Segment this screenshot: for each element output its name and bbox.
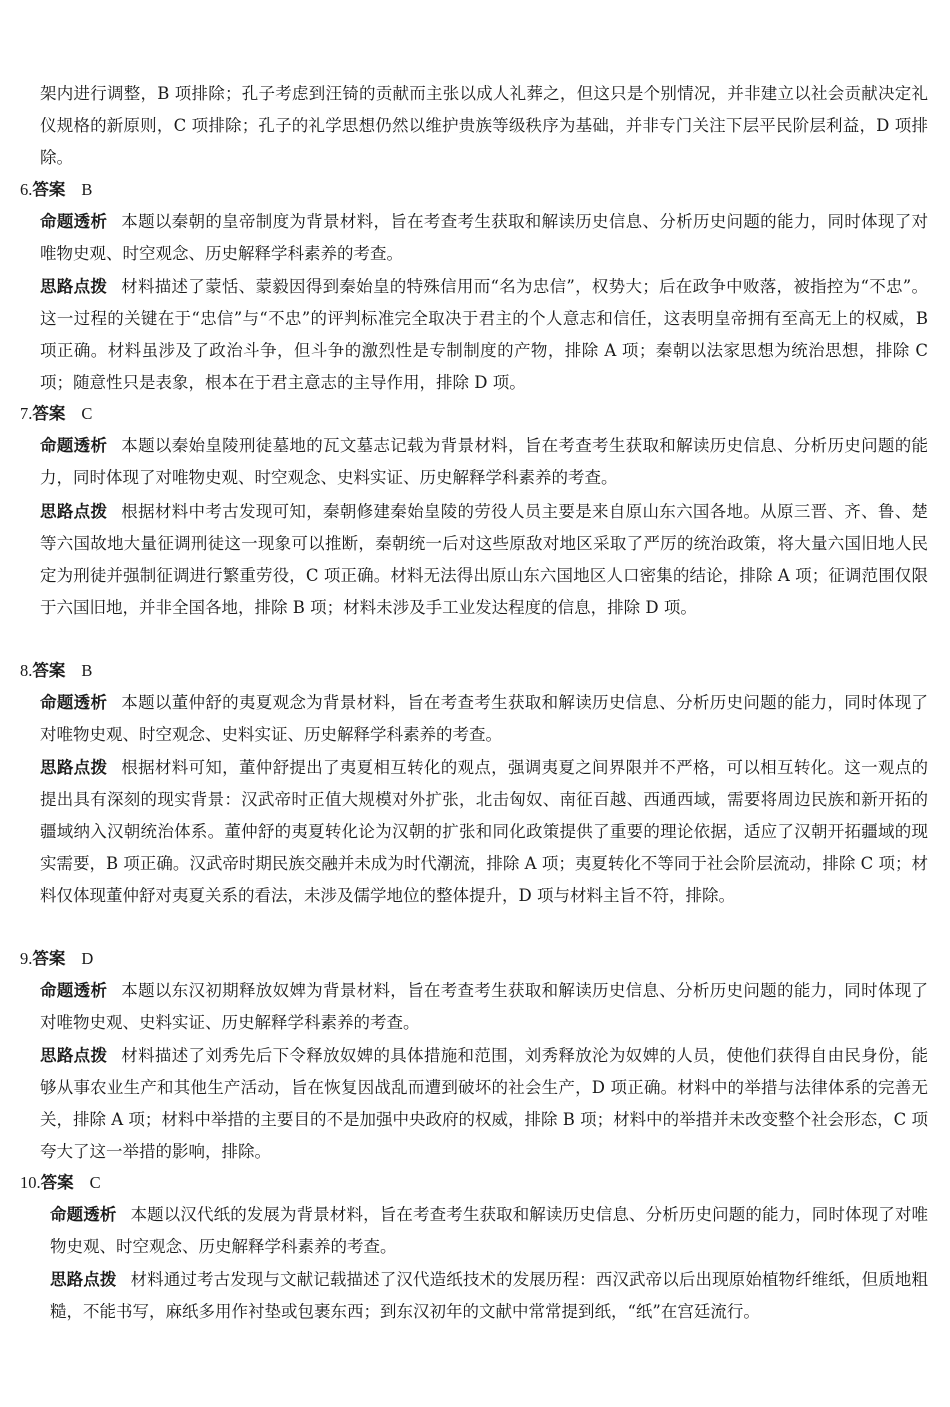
intent-text: 本题以秦朝的皇帝制度为背景材料，旨在考查考生获取和解读历史信息、分析历史问题的能力，同时体现了对唯物史观、时空观念、历史解释学科素养的考查。	[40, 212, 929, 263]
intent-text: 本题以东汉初期释放奴婢为背景材料，旨在考查考生获取和解读历史信息、分析历史问题的能力，同时体现了对唯物史观、史料实证、历史解释学科素养的考查。	[40, 981, 929, 1032]
answer-label: 答案	[32, 949, 66, 968]
hint-text: 材料描述了蒙恬、蒙毅因得到秦始皇的特殊信用而“名为忠信”，权势大；后在政争中败落，被指控为“不忠”。这一过程的关键在于“忠信”与“不忠”的评判标准完全取决于君主的个人意志和信任，这表明皇帝拥有至高无上的权威，B 项正确。材料虽涉及了政治斗争，但斗争的激烈性是专制制度的产物，排除 A 项；秦朝以法家思想为统治思想，排除 C 项；随意性只是表象，根本在于君主意志的主导作用，排除 D 项。	[40, 277, 928, 392]
answer-letter: B	[81, 180, 93, 199]
answer-label: 答案	[32, 404, 66, 423]
continued-paragraph: 架内进行调整，B 项排除；孔子考虑到汪锜的贡献而主张以成人礼葬之，但这只是个别情况，并非建立以社会贡献决定礼仪规格的新原则，C 项排除；孔子的礼学思想仍然以维护贵族等级秩序为基础，并非专门关注下层平民阶层利益，D 项排除。	[40, 84, 928, 167]
hint-text: 根据材料可知，董仲舒提出了夷夏相互转化的观点，强调夷夏之间界限并不严格，可以相互转化。这一观点的提出具有深刻的现实背景：汉武帝时正值大规模对外扩张，北击匈奴、南征百越、西通西域，需要将周边民族和新开拓的疆域纳入汉朝统治体系。董仲舒的夷夏转化论为汉朝的扩张和同化政策提供了重要的理论依据，适应了汉朝开拓疆域的现实需要，B 项正确。汉武帝时期民族交融并未成为时代潮流，排除 A 项；夷夏转化不等同于社会阶层流动，排除 C 项；材料仅体现董仲舒对夷夏关系的看法，未涉及儒学地位的整体提升，D 项与材料主旨不符，排除。	[40, 758, 929, 905]
hint-paragraph-q10	[50, 1264, 928, 1328]
question-number: 9.	[20, 949, 33, 968]
answer-line-q10	[20, 1167, 101, 1199]
answer-label: 答案	[32, 661, 66, 680]
question-number: 10.	[20, 1173, 41, 1192]
intent-label: 命题透析	[40, 981, 108, 1000]
answer-line-q7	[20, 398, 92, 430]
intent-text: 本题以秦始皇陵刑徒墓地的瓦文墓志记载为背景材料，旨在考查考生获取和解读历史信息、分析历史问题的能力，同时体现了对唯物史观、时空观念、史料实证、历史解释学科素养的考查。	[40, 436, 929, 487]
hint-paragraph-q9	[40, 1040, 928, 1168]
question-number: 8.	[20, 661, 33, 680]
hint-label: 思路点拨	[40, 502, 108, 521]
answer-line-q9	[20, 943, 93, 975]
hint-label: 思路点拨	[50, 1270, 117, 1289]
answer-letter: C	[81, 404, 93, 423]
question-number: 6.	[20, 180, 33, 199]
intent-label: 命题透析	[40, 212, 108, 231]
intent-paragraph-q8	[40, 687, 928, 751]
intent-label: 命题透析	[40, 693, 108, 712]
hint-paragraph-q7	[40, 496, 928, 624]
hint-paragraph-q6	[40, 271, 928, 399]
answer-label: 答案	[40, 1173, 74, 1192]
hint-text: 根据材料中考古发现可知，秦朝修建秦始皇陵的劳役人员主要是来自原山东六国各地。从原三晋、齐、鲁、楚等六国故地大量征调刑徒这一现象可以推断，秦朝统一后对这些原敌对地区采取了严厉的统治政策，将大量六国旧地人民定为刑徒并强制征调进行繁重劳役，C 项正确。材料无法得出原山东六国地区人口密集的结论，排除 A 项；征调范围仅限于六国旧地，并非全国各地，排除 B 项；材料未涉及手工业发达程度的信息，排除 D 项。	[40, 502, 929, 617]
hint-label: 思路点拨	[40, 1046, 108, 1065]
answer-label: 答案	[32, 180, 66, 199]
answer-line-q6	[20, 174, 92, 206]
hint-paragraph-q8	[40, 752, 928, 912]
hint-label: 思路点拨	[40, 277, 108, 296]
hint-text: 材料通过考古发现与文献记载描述了汉代造纸技术的发展历程：西汉武帝以后出现原始植物纤维纸，但质地粗糙，不能书写，麻纸多用作衬垫或包裹东西；到东汉初年的文献中常常提到纸，“纸”在宫廷流行。	[50, 1270, 929, 1321]
intent-text: 本题以董仲舒的夷夏观念为背景材料，旨在考查考生获取和解读历史信息、分析历史问题的能力，同时体现了对唯物史观、时空观念、史料实证、历史解释学科素养的考查。	[40, 693, 929, 744]
intent-paragraph-q10	[50, 1199, 928, 1263]
intent-label: 命题透析	[50, 1205, 117, 1224]
intent-paragraph-q7	[40, 430, 928, 494]
answer-letter: B	[81, 661, 93, 680]
intent-text: 本题以汉代纸的发展为背景材料，旨在考查考生获取和解读历史信息、分析历史问题的能力，同时体现了对唯物史观、时空观念、历史解释学科素养的考查。	[50, 1205, 929, 1256]
hint-label: 思路点拨	[40, 758, 108, 777]
intent-label: 命题透析	[40, 436, 108, 455]
answer-letter: C	[89, 1173, 101, 1192]
hint-text: 材料描述了刘秀先后下令释放奴婢的具体措施和范围，刘秀释放沦为奴婢的人员，使他们获得自由民身份，能够从事农业生产和其他生产活动，旨在恢复因战乱而遭到破坏的社会生产，D 项正确。材料中的举措与法律体系的完善无关，排除 A 项；材料中举措的主要目的不是加强中央政府的权威，排除 B 项；材料中的举措并未改变整个社会形态，C 项夸大了这一举措的影响，排除。	[40, 1046, 929, 1161]
answer-line-q8	[20, 655, 92, 687]
question-number: 7.	[20, 404, 33, 423]
intent-paragraph-q6	[40, 206, 928, 270]
intent-paragraph-q9	[40, 975, 928, 1039]
answer-letter: D	[81, 949, 94, 968]
